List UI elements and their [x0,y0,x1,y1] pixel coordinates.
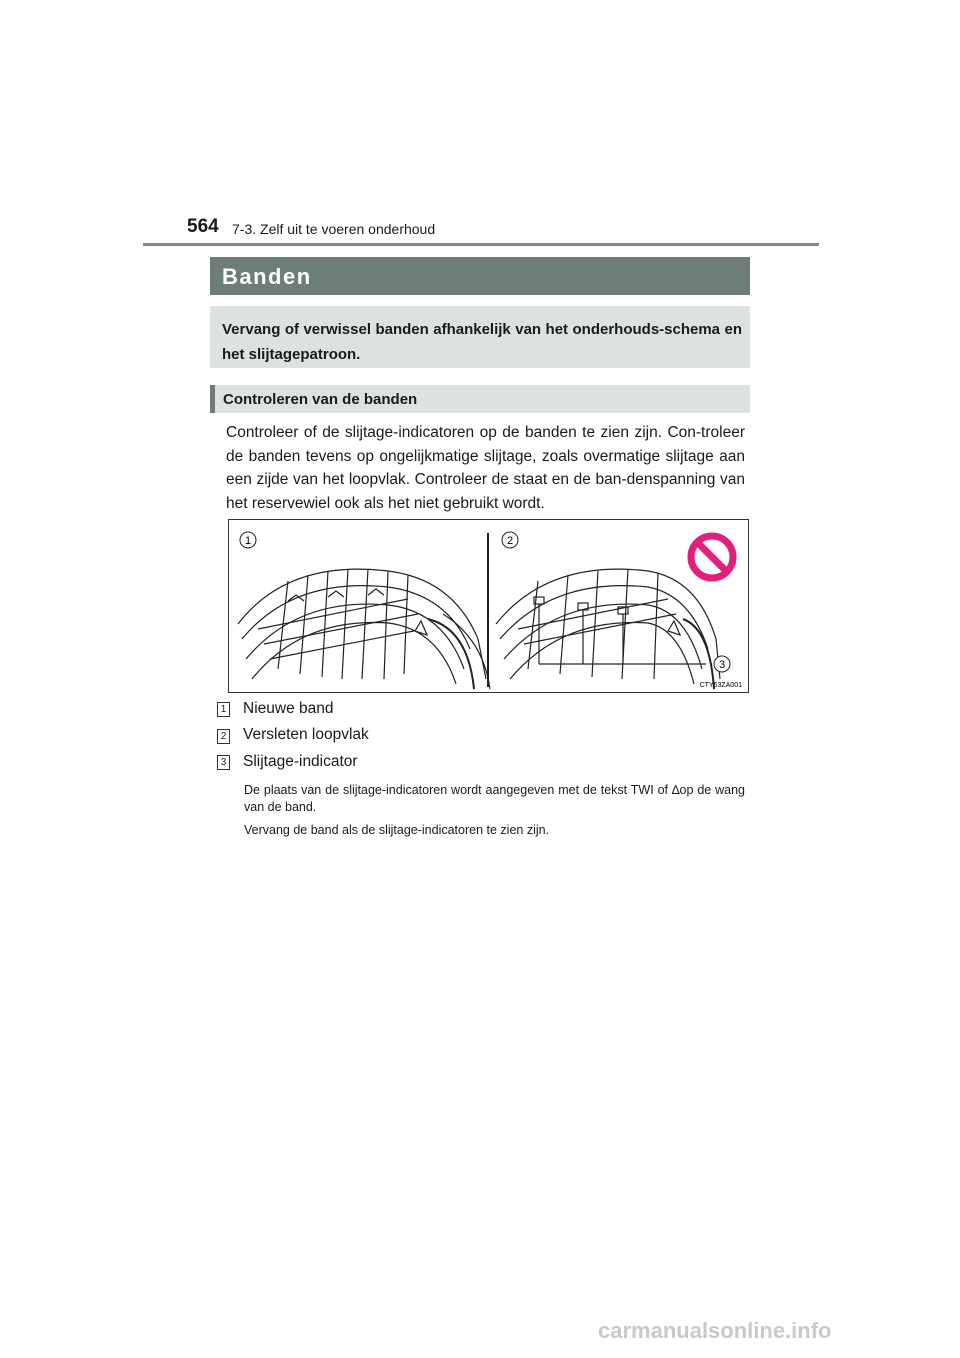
legend-label-wear-indicator: Slijtage-indicator [243,753,358,770]
figure-code: CTY63ZA001 [699,682,742,689]
legend-label-worn-tread: Versleten loopvlak [243,726,369,743]
subsection-title: Controleren van de banden [223,391,418,408]
note-replace-tire: Vervang de band als de slijtage-indicatoren te zien zijn. [244,823,550,837]
legend-number-1: 1 [217,702,230,717]
figure-callout-2: 2 [506,535,514,547]
figure-callout-1: 1 [244,535,252,547]
figure-callout-3: 3 [718,659,726,671]
note-wear-indicator-location: De plaats van de slijtage-indicatoren wordt aangegeven met de tekst TWI of ∆op de wang van de band. [244,783,745,814]
legend-number-3: 3 [217,755,230,770]
intro-text: Vervang of verwissel banden afhankelijk van het onderhouds-schema en het slijtagepatroon. [222,321,742,363]
legend-number-2: 2 [217,729,230,744]
section-reference: 7-3. Zelf uit te voeren onderhoud [232,221,436,237]
page-title: Banden [222,264,312,289]
page-number: 564 [187,216,219,237]
watermark: carmanualsonline.info [598,1318,832,1343]
tire-illustration [228,519,749,693]
header-divider [143,243,819,246]
subsection-accent [210,385,215,413]
body-paragraph: Controleer of de slijtage-indicatoren op de banden te zien zijn. Con-troleer de banden tevens op ongelijkmatige slijtage, zoals overmatige slijtage aan een zijde van het loopvlak. Controleer de staat en de ban-denspanning van het reservewiel ook als het niet gebruikt wordt. [226,424,745,512]
legend-label-new-tire: Nieuwe band [243,700,334,717]
